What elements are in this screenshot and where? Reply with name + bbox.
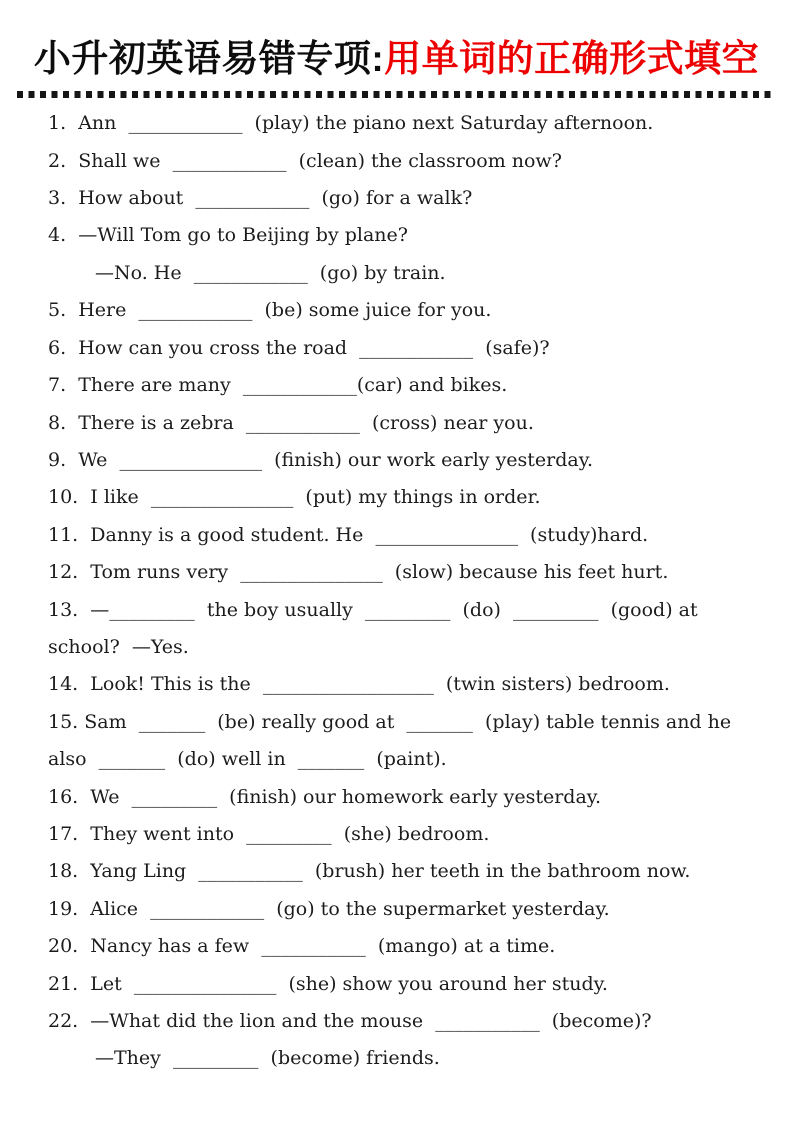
exercise-line-12: 12. Tom runs very _______________ (slow) because his feet hurt.: [48, 561, 669, 584]
exercise-line-14: 14. Look! This is the __________________ (twin sisters) bedroom.: [48, 673, 670, 696]
exercise-line-10: 10. I like _______________ (put) my things in order.: [48, 486, 541, 509]
exercise-line-19: 19. Alice ____________ (go) to the supermarket yesterday.: [48, 897, 610, 920]
exercise-list: [0, 98, 793, 1078]
dotted-divider: [17, 91, 776, 98]
exercise-line-13b: school? —Yes.: [48, 635, 189, 658]
exercise-line-15b: also _______ (do) well in _______ (paint).: [48, 748, 447, 771]
exercise-line-15a: 15. Sam _______ (be) really good at _______ (play) table tennis and he: [48, 710, 732, 733]
exercise-line-20: 20. Nancy has a few ___________ (mango) at a time.: [48, 935, 556, 958]
page-title: [0, 0, 793, 82]
exercise-line-5: 5. Here ____________ (be) some juice for you.: [48, 299, 492, 322]
exercise-line-13a: 13. —_________ the boy usually _________ (do) _________ (good) at: [48, 598, 698, 621]
exercise-line-4b: —No. He ____________ (go) by train.: [95, 261, 446, 284]
exercise-line-11: 11. Danny is a good student. He _______________ (study)hard.: [48, 523, 649, 546]
exercise-line-22b: —They _________ (become) friends.: [95, 1047, 440, 1070]
exercise-line-6: 6. How can you cross the road ____________ (safe)?: [48, 336, 550, 359]
exercise-line-8: 8. There is a zebra ____________ (cross) near you.: [48, 411, 534, 434]
page-title-black-segment: 小升初英语易错专项:: [33, 38, 385, 79]
exercise-line-4a: 4. —Will Tom go to Beijing by plane?: [48, 224, 408, 247]
exercise-line-7: 7. There are many ____________(car) and bikes.: [48, 374, 508, 397]
exercise-line-1: 1. Ann ____________ (play) the piano next Saturday afternoon.: [48, 112, 654, 135]
exercise-line-22a: 22. —What did the lion and the mouse ___________ (become)?: [48, 1010, 652, 1032]
exercise-line-17: 17. They went into _________ (she) bedroom.: [48, 822, 490, 845]
exercise-line-3: 3. How about ____________ (go) for a walk?: [48, 187, 473, 210]
exercise-line-2: 2. Shall we ____________ (clean) the classroom now?: [48, 149, 562, 172]
exercise-line-16: 16. We _________ (finish) our homework early yesterday.: [48, 785, 602, 808]
exercise-line-18: 18. Yang Ling ___________ (brush) her teeth in the bathroom now.: [48, 860, 691, 883]
exercise-line-21: 21. Let _______________ (she) show you around her study.: [48, 972, 608, 995]
exercise-line-9: 9. We _______________ (finish) our work early yesterday.: [48, 448, 593, 471]
page-title-red-segment: 用单词的正确形式填空: [384, 38, 760, 79]
